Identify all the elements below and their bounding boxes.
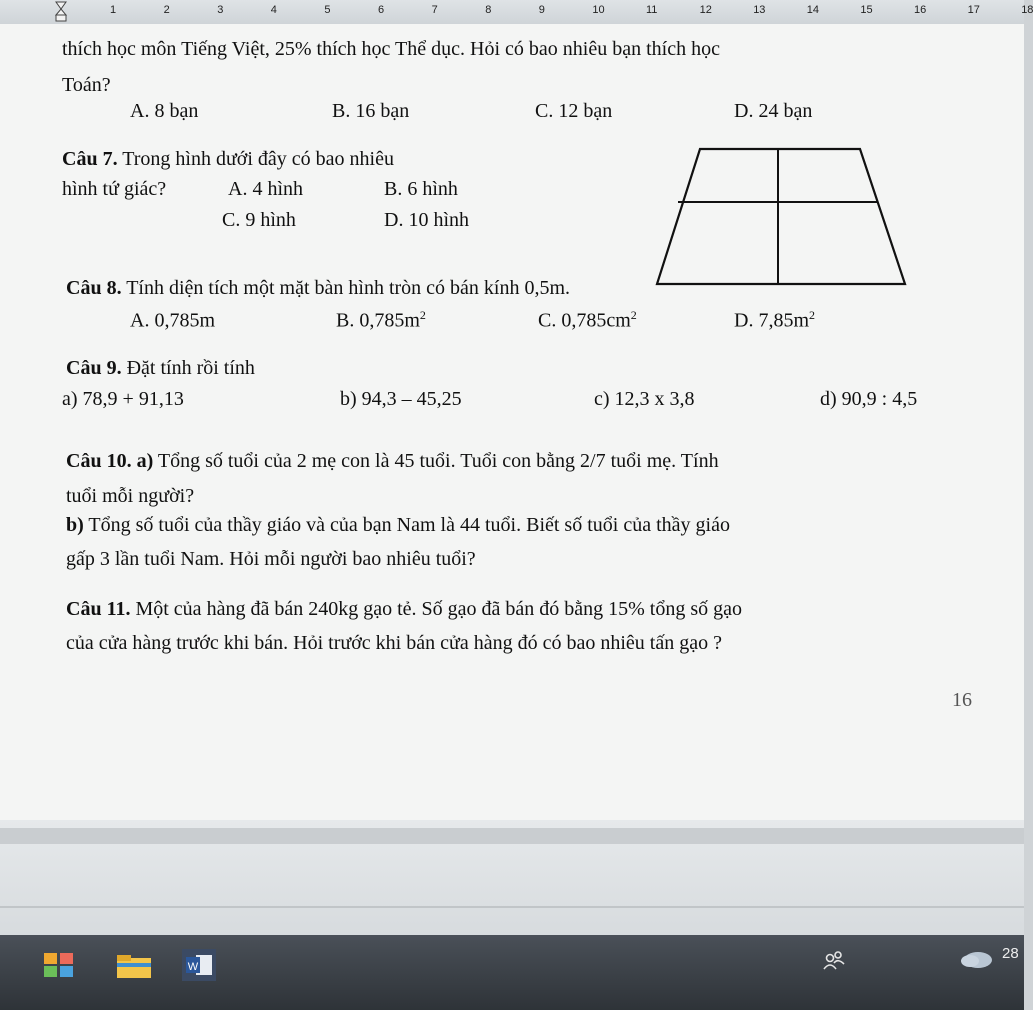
q11-text-line2: của cửa hàng trước khi bán. Hỏi trước khi bán cửa hàng đó có bao nhiêu tấn gạo ? [66, 632, 722, 654]
q9-item-a: a) 78,9 + 91,13 [62, 388, 184, 410]
q11-question [66, 598, 742, 621]
q7-option-b: B. 6 hình [384, 178, 458, 200]
q6-option-d: D. 24 bạn [734, 100, 813, 122]
ruler-tick-10: 10 [592, 4, 605, 16]
q10a-text-line2: tuổi mỗi người? [66, 485, 195, 507]
trapezoid-figure [650, 144, 910, 290]
q11-text: Một của hàng đã bán 240kg gạo tẻ. Số gạo đã bán đó bằng 15% tổng số gạo [130, 598, 743, 620]
q8-option-b [336, 308, 426, 333]
q7-label: Câu 7. [62, 148, 118, 170]
q7-text: Trong hình dưới đây có bao nhiêu [117, 148, 394, 170]
q6-option-a: A. 8 bạn [130, 100, 199, 122]
weather-temperature[interactable]: 28 [1002, 945, 1019, 962]
q10b-text: Tổng số tuổi của thầy giáo và của bạn Nam là 44 tuổi. Biết số tuổi của thầy giáo [83, 514, 730, 536]
ruler-tick-2: 2 [163, 4, 170, 16]
ruler-tick-18: 18 [1021, 4, 1033, 16]
taskbar [0, 935, 1024, 1010]
q8-option-a-text: A. 0,785m [130, 309, 215, 332]
q9-item-c: c) 12,3 x 3,8 [594, 388, 695, 410]
q8-option-b-text: B. 0,785m [336, 309, 420, 332]
ruler-tick-13: 13 [753, 4, 766, 16]
q8-option-a [130, 308, 215, 333]
q8-option-d-sup: 2 [809, 308, 815, 322]
word-icon[interactable] [182, 949, 216, 981]
q7-option-c: C. 9 hình [222, 209, 296, 231]
q8-option-c-sup: 2 [630, 308, 637, 322]
horizontal-ruler[interactable] [0, 0, 1033, 25]
q8-label: Câu 8. [66, 277, 122, 299]
q8-option-c-text: C. 0,785cm [538, 309, 631, 332]
ruler-tick-12: 12 [699, 4, 712, 16]
q9-item-d: d) 90,9 : 4,5 [820, 388, 918, 410]
indent-marker-icon[interactable] [56, 2, 66, 22]
q7-option-d: D. 10 hình [384, 209, 469, 231]
q10b-question [66, 514, 730, 537]
ruler-tick-11: 11 [646, 4, 658, 16]
q7-question [62, 148, 394, 171]
ruler-tick-8: 8 [485, 4, 492, 16]
q9-text: Đặt tính rồi tính [121, 357, 255, 379]
q8-option-c [538, 308, 637, 333]
q8-question [66, 277, 570, 300]
weather-cloud-icon[interactable] [958, 947, 994, 969]
svg-text:W: W [187, 961, 199, 973]
document-background [0, 820, 1024, 935]
q6-text-line2: Toán? [62, 74, 111, 96]
q10a-text: Tổng số tuổi của 2 mẹ con là 45 tuổi. Tuổi con bằng 2/7 tuổi mẹ. Tính [153, 450, 719, 472]
page-separator [0, 828, 1024, 844]
ruler-tick-1: 1 [110, 4, 117, 16]
ruler-tick-5: 5 [324, 4, 331, 16]
q8-option-d-text: D. 7,85m [734, 309, 809, 332]
page-number: 16 [952, 689, 972, 711]
q8-option-b-sup: 2 [419, 308, 426, 322]
ruler-tick-17: 17 [967, 4, 980, 16]
q10a-question [66, 450, 719, 473]
q8-option-d [734, 308, 815, 333]
app-icon[interactable] [42, 951, 76, 979]
ruler-tick-9: 9 [538, 4, 545, 16]
q9-item-b: b) 94,3 – 45,25 [340, 388, 462, 410]
q8-text: Tính diện tích một mặt bàn hình tròn có bán kính 0,5m. [121, 277, 571, 299]
file-explorer-icon[interactable] [116, 953, 152, 979]
document-page[interactable] [0, 24, 1024, 820]
ruler-tick-4: 4 [270, 4, 277, 16]
q6-text-line1: thích học môn Tiếng Việt, 25% thích học Thể dục. Hỏi có bao nhiêu bạn thích học [62, 38, 720, 60]
ruler-tick-14: 14 [806, 4, 820, 16]
ruler-tick-3: 3 [217, 4, 224, 16]
ruler-tick-15: 15 [860, 4, 873, 16]
q6-option-c: C. 12 bạn [535, 100, 613, 122]
ruler-tick-6: 6 [378, 4, 385, 16]
q10b-text-line2: gấp 3 lần tuổi Nam. Hỏi mỗi người bao nhiêu tuổi? [66, 548, 476, 570]
q6-option-b: B. 16 bạn [332, 100, 410, 122]
page-separator-line [0, 906, 1024, 908]
q7-option-a: A. 4 hình [228, 178, 303, 200]
q9-label: Câu 9. [66, 357, 122, 379]
people-icon[interactable] [822, 949, 846, 973]
q11-label: Câu 11. [66, 598, 131, 620]
q10b-label: b) [66, 514, 84, 536]
ruler-tick-16: 16 [914, 4, 927, 16]
q10-label: Câu 10. a) [66, 450, 154, 472]
q9-question [66, 357, 255, 380]
q7-text-line2: hình tứ giác? [62, 178, 167, 200]
ruler-tick-7: 7 [431, 4, 438, 16]
